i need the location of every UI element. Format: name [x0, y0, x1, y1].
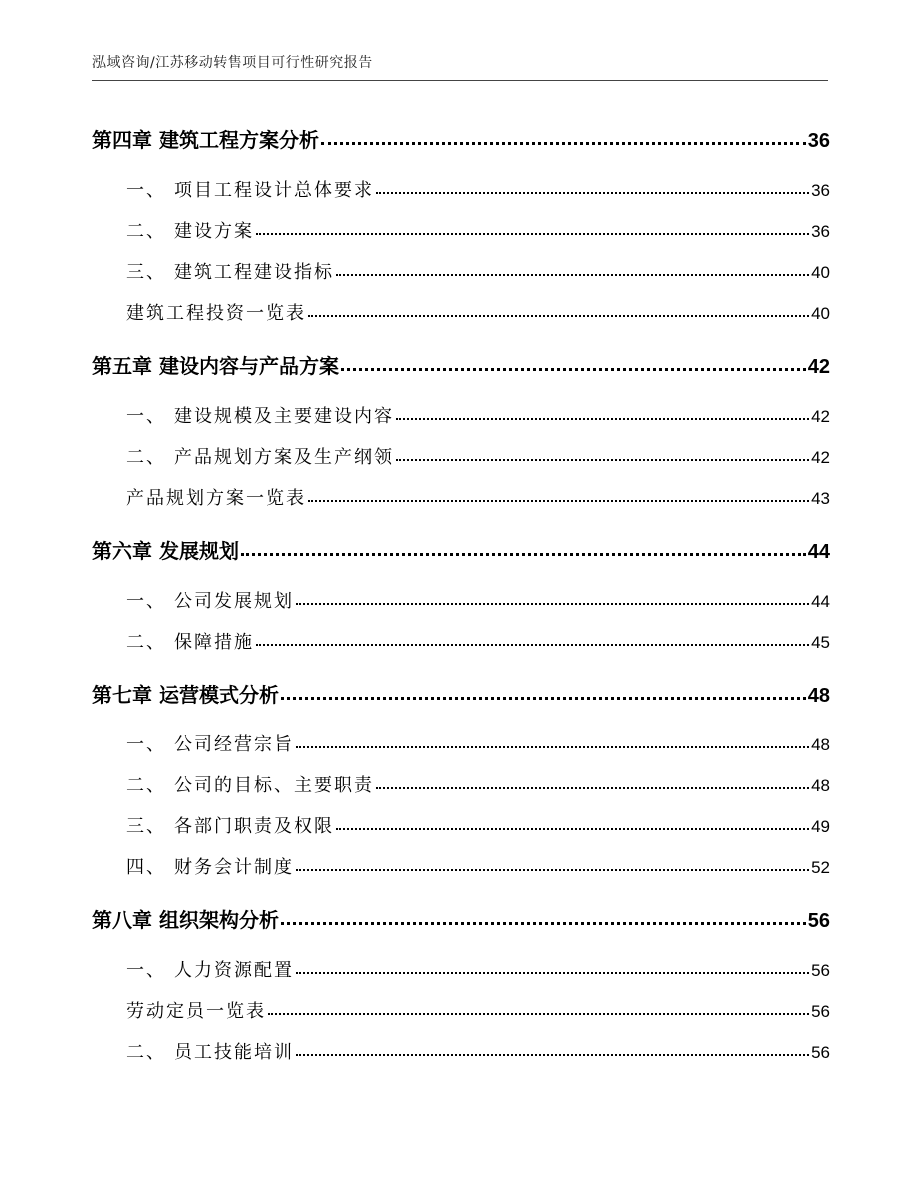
toc-section[interactable] — [126, 771, 830, 797]
section-number: 四、 — [126, 857, 166, 878]
section-number: 三、 — [126, 816, 166, 837]
chapter-title: 发展规划 — [158, 539, 239, 563]
page-number: 40 — [811, 304, 830, 323]
chapter-number: 第七章 — [92, 683, 152, 707]
section-title: 产品规划方案一览表 — [126, 488, 306, 509]
section-number: 二、 — [126, 221, 166, 242]
toc-section[interactable] — [126, 956, 830, 982]
section-number: 一、 — [126, 406, 166, 427]
chapter-title: 运营模式分析 — [158, 683, 279, 707]
toc-chapter-6[interactable] — [92, 535, 830, 564]
page-number: 56 — [811, 1043, 830, 1062]
page-header: 泓域咨询/江苏移动转售项目可行性研究报告 — [92, 55, 373, 71]
dot-leader — [341, 353, 806, 373]
section-number: 一、 — [126, 591, 166, 612]
dot-leader — [396, 404, 809, 422]
toc-section[interactable] — [126, 217, 830, 243]
page-number: 56 — [807, 910, 830, 932]
page-number: 42 — [811, 448, 830, 467]
section-number: 三、 — [126, 262, 166, 283]
section-title: 各部门职责及权限 — [174, 816, 334, 837]
toc-section[interactable] — [126, 812, 830, 838]
section-title: 公司的目标、主要职责 — [174, 775, 374, 796]
page-number: 49 — [811, 817, 830, 836]
toc-section[interactable] — [126, 176, 830, 202]
page-number: 56 — [811, 1002, 830, 1021]
dot-leader — [296, 589, 809, 607]
section-number: 一、 — [126, 180, 166, 201]
section-title: 财务会计制度 — [174, 857, 294, 878]
toc-section[interactable] — [126, 730, 830, 756]
section-number: 二、 — [126, 775, 166, 796]
page-number: 36 — [811, 222, 830, 241]
page-number: 45 — [811, 633, 830, 652]
dot-leader — [281, 907, 806, 927]
dot-leader — [256, 219, 809, 237]
chapter-number: 第五章 — [92, 354, 152, 378]
chapter-number: 第四章 — [92, 128, 152, 152]
section-title: 建筑工程建设指标 — [174, 262, 334, 283]
dot-leader — [296, 732, 809, 750]
section-title: 公司经营宗旨 — [174, 734, 294, 755]
section-title: 建设方案 — [174, 221, 254, 242]
toc-chapter-7[interactable] — [92, 679, 830, 708]
dot-leader — [336, 814, 809, 832]
page-number: 40 — [811, 263, 830, 282]
dot-leader — [296, 1040, 809, 1058]
dot-leader — [396, 445, 809, 463]
dot-leader — [256, 630, 809, 648]
toc-section[interactable] — [126, 853, 830, 879]
header-rule — [92, 80, 828, 81]
page-number: 52 — [811, 858, 830, 877]
section-title: 公司发展规划 — [174, 591, 294, 612]
chapter-title: 建设内容与产品方案 — [158, 354, 339, 378]
toc-table-entry[interactable] — [126, 484, 830, 510]
page-number: 44 — [811, 592, 830, 611]
dot-leader — [336, 260, 809, 278]
section-title: 人力资源配置 — [174, 960, 294, 981]
page-number: 36 — [811, 181, 830, 200]
toc-section[interactable] — [126, 258, 830, 284]
section-title: 建设规模及主要建设内容 — [174, 406, 394, 427]
dot-leader — [296, 958, 809, 976]
section-number: 一、 — [126, 734, 166, 755]
chapter-number: 第八章 — [92, 908, 152, 932]
toc-table-entry[interactable] — [126, 997, 830, 1023]
toc-section[interactable] — [126, 443, 830, 469]
dot-leader — [308, 301, 809, 319]
page-number: 42 — [811, 407, 830, 426]
chapter-title: 建筑工程方案分析 — [158, 128, 319, 152]
section-title: 劳动定员一览表 — [126, 1001, 266, 1022]
toc-section[interactable] — [126, 1038, 830, 1064]
toc-chapter-5[interactable] — [92, 350, 830, 379]
dot-leader — [241, 538, 806, 558]
section-title: 保障措施 — [174, 632, 254, 653]
dot-leader — [308, 486, 809, 504]
dot-leader — [281, 682, 806, 702]
dot-leader — [296, 855, 809, 873]
dot-leader — [321, 127, 806, 147]
page-number: 44 — [807, 541, 830, 563]
page-number: 43 — [811, 489, 830, 508]
dot-leader — [376, 773, 809, 791]
section-number: 二、 — [126, 632, 166, 653]
section-number: 二、 — [126, 447, 166, 468]
chapter-number: 第六章 — [92, 539, 152, 563]
section-number: 一、 — [126, 960, 166, 981]
toc-chapter-8[interactable] — [92, 904, 830, 933]
dot-leader — [268, 999, 809, 1017]
toc-table-entry[interactable] — [126, 299, 830, 325]
page-number: 48 — [807, 685, 830, 707]
page-number: 48 — [811, 776, 830, 795]
toc-chapter-4[interactable] — [92, 124, 830, 153]
section-title: 项目工程设计总体要求 — [174, 180, 374, 201]
chapter-title: 组织架构分析 — [158, 908, 279, 932]
dot-leader — [376, 178, 809, 196]
section-title: 员工技能培训 — [174, 1042, 294, 1063]
page-number: 36 — [807, 130, 830, 152]
page-number: 56 — [811, 961, 830, 980]
section-title: 产品规划方案及生产纲领 — [174, 447, 394, 468]
toc-section[interactable] — [126, 402, 830, 428]
section-number: 二、 — [126, 1042, 166, 1063]
page-number: 48 — [811, 735, 830, 754]
page-number: 42 — [807, 356, 830, 378]
section-title: 建筑工程投资一览表 — [126, 303, 306, 324]
toc-section[interactable] — [126, 628, 830, 654]
toc-section[interactable] — [126, 587, 830, 613]
